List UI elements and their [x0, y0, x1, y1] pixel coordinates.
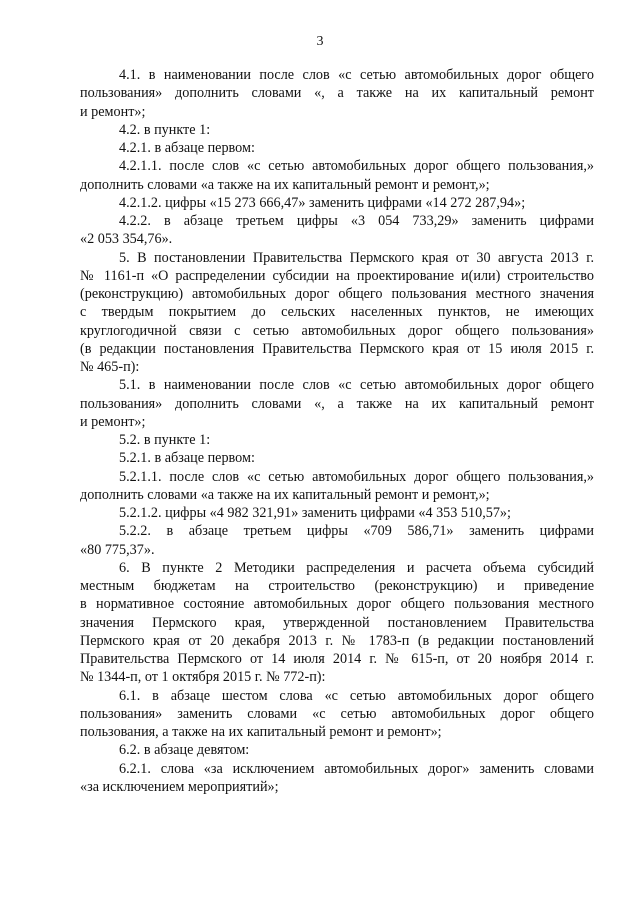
page-number: 3 [316, 34, 324, 49]
text-line: и ремонт»; [80, 413, 146, 430]
text-line: в нормативное состояние автомобильных дорог общего пользования местного [80, 596, 594, 613]
paragraph [80, 157, 594, 194]
paragraph [80, 760, 594, 797]
text-line: 5. В постановлении Правительства Пермского края от 30 августа 2013 г. [119, 249, 594, 266]
document-body [80, 66, 594, 796]
text-line: (в редакции постановления Правительства Пермского края от 15 июля 2015 г. [80, 340, 594, 357]
text-line: 5.2.1. в абзаце первом: [119, 450, 255, 467]
paragraph [80, 559, 594, 687]
text-line: 5.1. в наименовании после слов «с сетью автомобильных дорог общего [119, 377, 594, 394]
text-line: 6. В пункте 2 Методики распределения и расчета объема субсидий [119, 559, 594, 576]
text-line: «80 775,37». [80, 541, 155, 558]
paragraph [80, 249, 594, 377]
text-line: пользования» заменить словами «с сетью автомобильных дорог общего [80, 705, 594, 722]
text-line: 4.2.1.1. после слов «с сетью автомобильных дорог общего пользования,» [119, 158, 594, 175]
text-line: пользования» дополнить словами «, а также на их капитальный ремонт [80, 395, 594, 412]
paragraph [80, 504, 594, 522]
text-line: 5.2.1.1. после слов «с сетью автомобильных дорог общего пользования,» [119, 468, 594, 485]
text-line: местным бюджетам на строительство (реконструкцию) и приведение [80, 578, 594, 594]
paragraph [80, 212, 594, 249]
text-line: 4.2.1.2. цифры «15 273 666,47» заменить цифрами «14 272 287,94»; [119, 194, 526, 211]
text-line: 6.2. в абзаце девятом: [119, 742, 250, 759]
paragraph [80, 376, 594, 431]
paragraph [80, 449, 594, 467]
text-line: 5.2.1.2. цифры «4 982 321,91» заменить цифрами «4 353 510,57»; [119, 505, 511, 521]
text-line: 4.2.2. в абзаце третьем цифры «3 054 733,29» заменить цифрами [119, 213, 594, 229]
paragraph [80, 431, 594, 449]
text-line: 5.2. в пункте 1: [119, 432, 211, 448]
text-line: «2 053 354,76». [80, 231, 173, 248]
paragraph [80, 139, 594, 157]
text-line: 4.2.1. в абзаце первом: [119, 140, 255, 156]
paragraph [80, 522, 594, 559]
text-line: дополнить словами «а также на их капитальный ремонт и ремонт,»; [80, 176, 490, 193]
paragraph [80, 66, 594, 121]
paragraph [80, 741, 594, 759]
text-line: «за исключением мероприятий»; [80, 778, 279, 795]
text-line: (реконструкцию) автомобильных дорог общего пользования местного значения [80, 286, 594, 302]
text-line: и ремонт»; [80, 103, 146, 120]
text-line: с твердым покрытием до сельских населенных пунктов, не имеющих [80, 304, 594, 321]
text-line: Пермского края от 20 декабря 2013 г. № 1783-п (в редакции постановлений [80, 632, 594, 649]
text-line: значения Пермского края, утвержденной постановлением Правительства [80, 614, 594, 631]
text-line: № 1161-п «О распределении субсидии на проектирование и(или) строительство [80, 267, 594, 284]
paragraph [80, 121, 594, 139]
text-line: Правительства Пермского от 14 июля 2014 г. № 615-п, от 20 ноября 2014 г. [80, 651, 594, 667]
text-line: 4.1. в наименовании после слов «с сетью автомобильных дорог общего [119, 67, 594, 83]
text-line: 6.2.1. слова «за исключением автомобильных дорог» заменить словами [119, 760, 594, 777]
text-line: № 465-п): [80, 359, 140, 375]
paragraph [80, 468, 594, 505]
text-line: дополнить словами «а также на их капитальный ремонт и ремонт,»; [80, 486, 490, 503]
paragraph [80, 194, 594, 212]
text-line: 6.1. в абзаце шестом слова «с сетью автомобильных дорог общего [119, 687, 594, 704]
text-line: 5.2.2. в абзаце третьем цифры «709 586,71» заменить цифрами [119, 523, 594, 540]
text-line: № 1344-п, от 1 октября 2015 г. № 772-п): [80, 669, 326, 686]
text-line: пользования» дополнить словами «, а также на их капитальный ремонт [80, 85, 594, 102]
text-line: 4.2. в пункте 1: [119, 121, 211, 138]
text-line: круглогодичной связи с сетью автомобильных дорог общего пользования» [80, 322, 594, 339]
text-line: пользования, а также на их капитальный ремонт и ремонт»; [80, 724, 442, 740]
paragraph [80, 687, 594, 742]
